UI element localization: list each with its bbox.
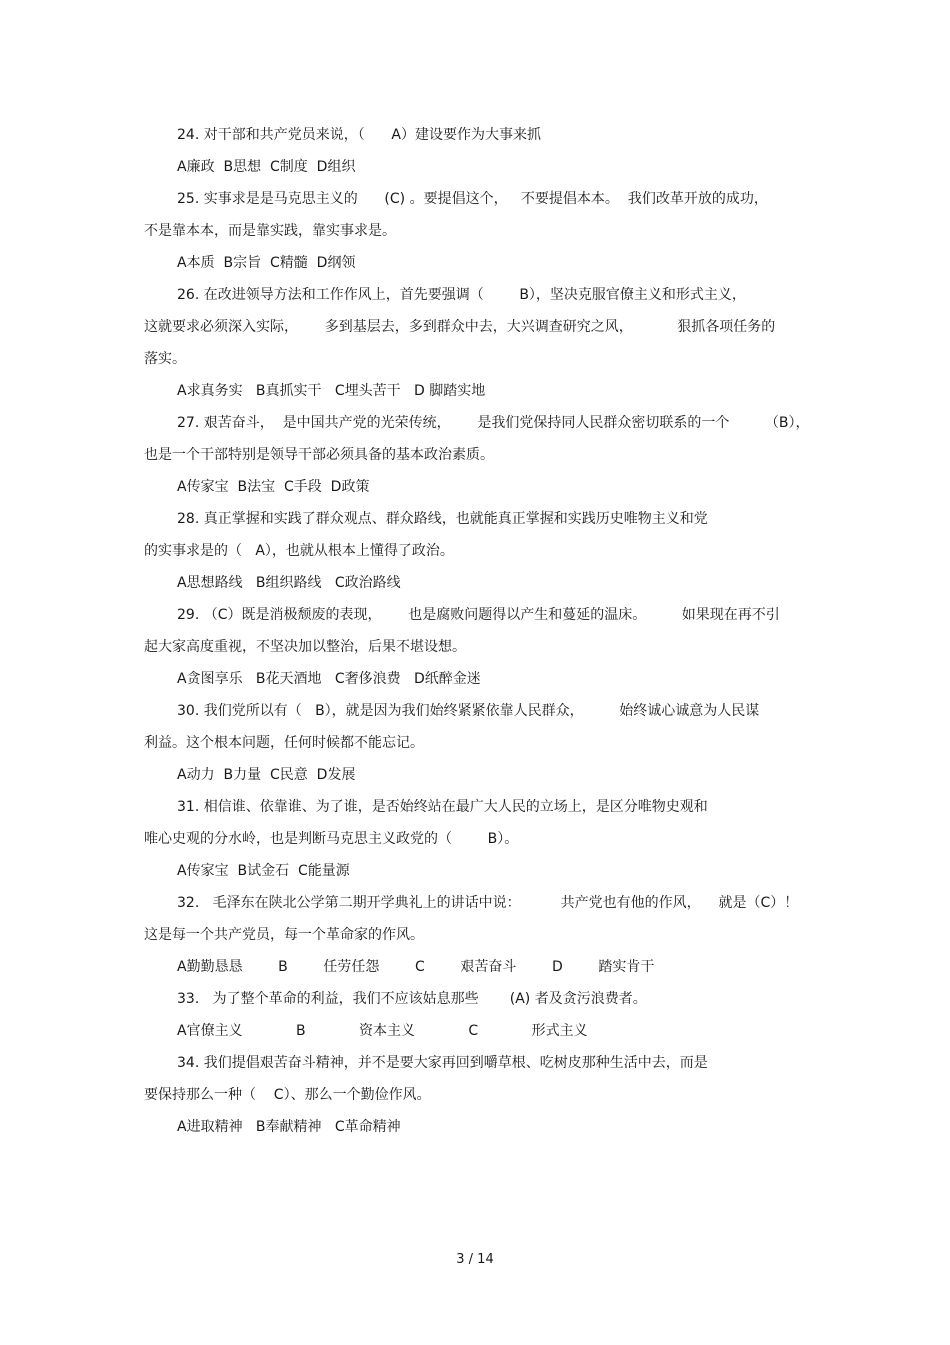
question-30-text-cont: 利益。这个根本问题，任何时候都不能忘记。 (144, 735, 424, 751)
question-34-text: 34. 我们提倡艰苦奋斗精神，并不是要大家再回到嚼草根、吃树皮那种生活中去，而是 (177, 1055, 708, 1071)
question-26-text-cont: 落实。 (144, 351, 186, 367)
question-30-text: 30. 我们党所以有（ B），就是因为我们始终紧紧依靠人民群众， 始终诚心诚意为人民谋 (177, 703, 760, 719)
question-32-text-cont: 这是每一个共产党员，每一个革命家的作风。 (144, 927, 424, 943)
question-25-text-cont: 不是靠本本，而是靠实践，靠实事求是。 (144, 223, 396, 239)
question-25-options: A本质 B宗旨 C精髓 D纲领 (177, 255, 356, 271)
question-28-text: 28. 真正掌握和实践了群众观点、群众路线，也就能真正掌握和实践历史唯物主义和党 (177, 511, 708, 527)
question-30-options: A动力 B力量 C民意 D发展 (177, 767, 356, 783)
question-29-options: A贪图享乐 B花天酒地 C奢侈浪费 D纸醉金迷 (177, 671, 481, 687)
question-29-text: 29. （C）既是消极颓废的表现， 也是腐败问题得以产生和蔓延的温床。 如果现在再不引 (177, 607, 780, 623)
question-26-options: A求真务实 B真抓实干 C埋头苦干 D 脚踏实地 (177, 383, 486, 399)
question-34-text-cont: 要保持那么一种（ C）、那么一个勤俭作风。 (144, 1087, 431, 1103)
question-27-text: 27. 艰苦奋斗， 是中国共产党的光荣传统， 是我们党保持同人民群众密切联系的一个 （B）， (177, 415, 810, 431)
question-29-text-cont: 起大家高度重视，不坚决加以整治，后果不堪设想。 (144, 639, 466, 655)
question-24-options: A廉政 B思想 C制度 D组织 (177, 159, 356, 175)
question-33-options: A官僚主义 B 资本主义 C 形式主义 (177, 1023, 588, 1039)
page-number: 3 / 14 (456, 1252, 494, 1267)
question-26-text: 26. 在改进领导方法和工作作风上，首先要强调（ B），坚决克服官僚主义和形式主义， (177, 287, 746, 303)
question-27-options: A传家宝 B法宝 C手段 D政策 (177, 479, 370, 495)
question-31-options: A传家宝 B试金石 C能量源 (177, 863, 350, 879)
question-28-text-cont: 的实事求是的（ A），也就从根本上懂得了政治。 (144, 543, 454, 559)
question-32-text: 32. 毛泽东在陕北公学第二期开学典礼上的讲话中说： 共产党也有他的作风， 就是（C）！ (177, 895, 799, 911)
question-31-text-cont: 唯心史观的分水岭，也是判断马克思主义政党的（ B）。 (144, 831, 519, 847)
question-24-text: 24. 对干部和共产党员来说，（ A）建设要作为大事来抓 (177, 127, 541, 143)
question-31-text: 31. 相信谁、依靠谁、为了谁，是否始终站在最广大人民的立场上，是区分唯物史观和 (177, 799, 708, 815)
question-25-text: 25. 实事求是是马克思主义的 (C) 。要提倡这个， 不要提倡本本。 我们改革开放的成功， (177, 191, 768, 207)
question-32-options: A勤勤恳恳 B 任劳任怨 C 艰苦奋斗 D 踏实肯干 (177, 959, 655, 975)
question-33-text: 33. 为了整个革命的利益，我们不应该姑息那些 (A) 者及贪污浪费者。 (177, 991, 647, 1007)
question-27-text-cont: 也是一个干部特别是领导干部必须具备的基本政治素质。 (144, 447, 494, 463)
question-28-options: A思想路线 B组织路线 C政治路线 (177, 575, 401, 591)
question-34-options: A进取精神 B奉献精神 C革命精神 (177, 1119, 401, 1135)
question-26-text-cont: 这就要求必须深入实际， 多到基层去，多到群众中去，大兴调查研究之风， 狠抓各项任务的 (144, 319, 776, 335)
